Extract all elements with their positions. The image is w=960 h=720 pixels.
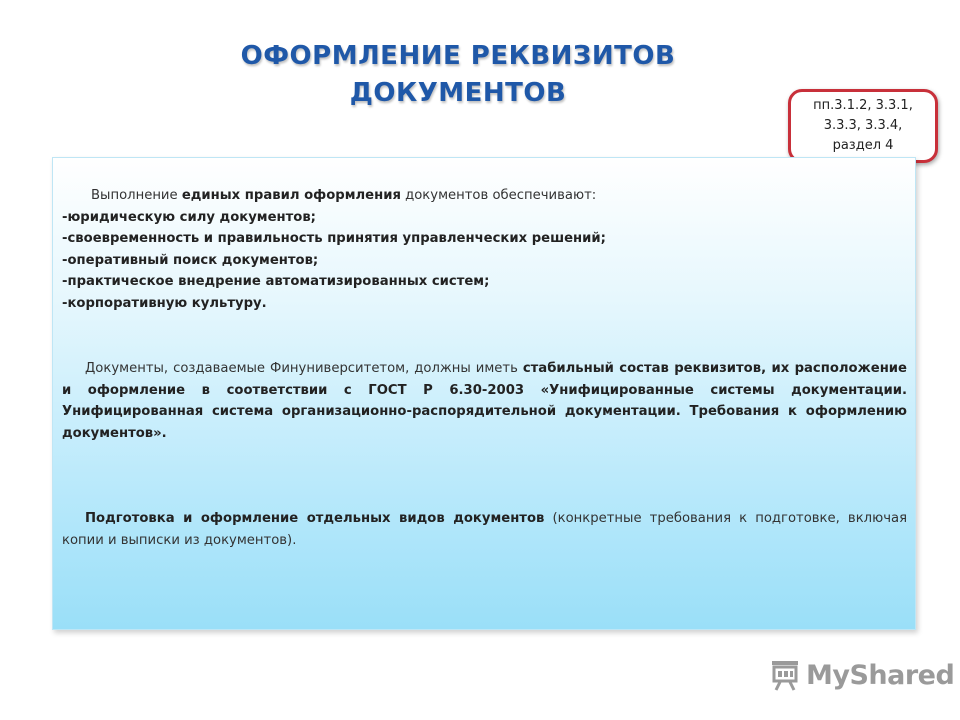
reference-box <box>788 89 938 163</box>
gost-bold: стабильный состав реквизитов, их расположение и оформление в соответствии с ГОСТ Р 6.30-2003 «Унифицированные системы документации. Унифицированная система организационно-распорядительной документации. Требования к оформлению документов». <box>62 361 907 441</box>
list-item: -оперативный поиск документов; <box>62 252 319 268</box>
content-panel <box>52 157 916 630</box>
list-item: -практическое внедрение автоматизированных систем; <box>62 274 490 289</box>
logo-text: MyShared <box>806 659 955 691</box>
intro-bold: единых правил оформления <box>181 188 401 203</box>
preparation-suffix: (конкретные требования к подготовке, включая копии и выписки из документов). <box>62 511 907 548</box>
list-item: -своевременность и правильность принятия управленческих решений; <box>62 231 606 246</box>
gost-paragraph <box>62 358 907 444</box>
intro-paragraph <box>62 185 907 314</box>
list-item: -корпоративную культуру. <box>62 295 267 311</box>
reference-line3: раздел 4 <box>832 138 894 153</box>
page-title-line2: ДОКУМЕНТОВ <box>349 78 567 108</box>
reference-line1: пп.3.1.2, 3.3.1, <box>813 98 913 113</box>
page-title <box>0 38 916 112</box>
reference-line2: 3.3.3, 3.3.4, <box>823 118 903 133</box>
page-title-line1: ОФОРМЛЕНИЕ РЕКВИЗИТОВ <box>240 41 676 71</box>
list-item: -юридическую силу документов; <box>62 209 316 225</box>
myshared-logo <box>768 657 954 693</box>
preparation-paragraph <box>62 508 907 551</box>
preparation-bold: Подготовка и оформление отдельных видов документов <box>85 511 545 526</box>
intro-suffix: документов обеспечивают: <box>400 188 597 203</box>
presentation-board-icon <box>768 658 802 692</box>
intro-line <box>62 185 907 207</box>
gost-prefix: Документы, создаваемые Финуниверситетом, должны иметь <box>85 361 523 376</box>
intro-prefix: Выполнение <box>91 188 182 203</box>
